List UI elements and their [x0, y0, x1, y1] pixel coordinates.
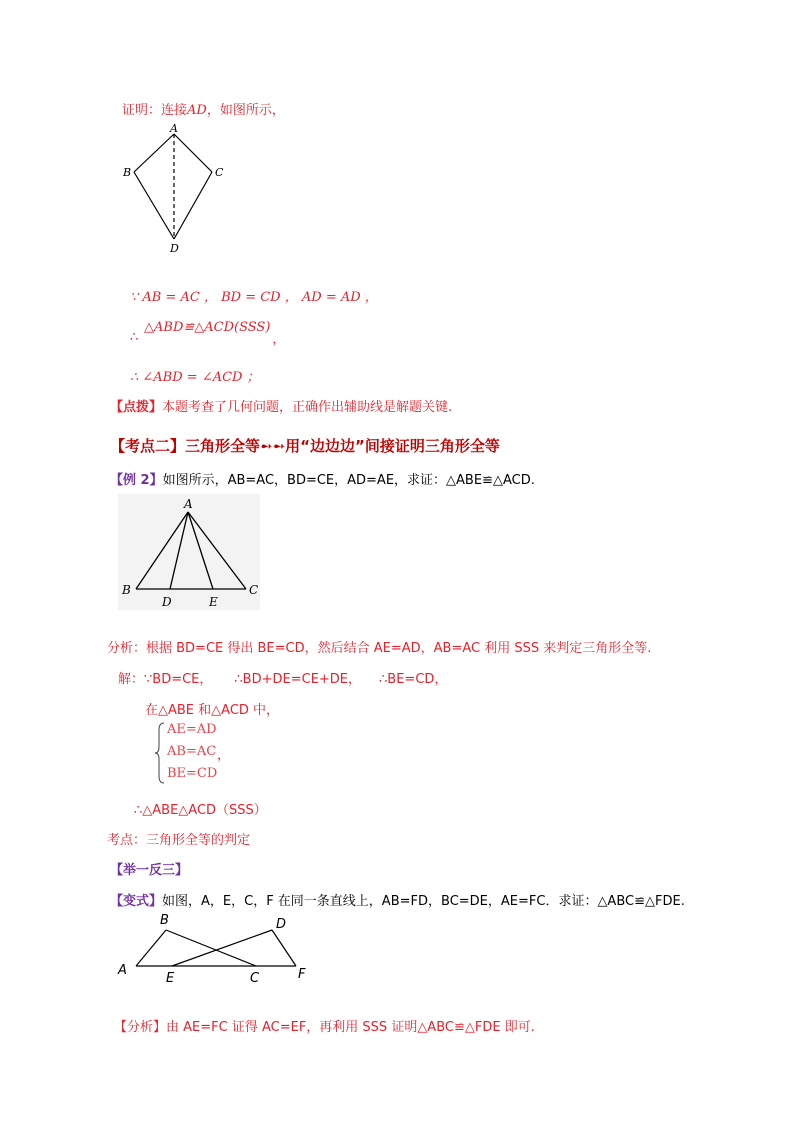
brace-icon — [155, 722, 165, 784]
kite-label-d: D — [170, 242, 179, 255]
cross-label-a: A — [118, 963, 127, 978]
system-end: ， — [217, 748, 231, 763]
solution-step-1: ∵BD=CE， — [144, 672, 213, 687]
tri-label-b: B — [122, 583, 131, 597]
cross-label-c: C — [250, 971, 260, 985]
kite-label-c: C — [215, 166, 224, 179]
note-tag: 【点拨】 — [110, 400, 163, 415]
proof-line-3: ∴ ∠ABD = ∠ACD ； — [130, 370, 260, 385]
proof-intro-seg: AD — [187, 103, 207, 118]
solution-line — [118, 668, 447, 687]
kite-label-a: A — [170, 122, 178, 135]
solution-label: 解： — [118, 672, 145, 687]
practice-analysis — [114, 1016, 535, 1035]
kaodian-line: 考点：三角形全等的判定 — [107, 833, 251, 848]
therefore-symbol: ∴ — [130, 330, 139, 345]
proof-line-1: ∵ AB = AC ， BD = CD ， AD = AD ， — [130, 290, 378, 305]
kite-label-b: B — [123, 166, 132, 179]
practice-title: 【举一反三】 — [110, 863, 189, 878]
proof-line-2 — [130, 316, 286, 347]
tri-label-a: A — [184, 497, 193, 511]
proof-intro-text: 证明：连接 — [122, 103, 188, 118]
proof-intro-end: ，如图所示， — [206, 103, 285, 118]
example2-text: 如图所示，AB=AC，BD=CE，AD=AE，求证：△ABE≌△ACD. — [162, 473, 535, 488]
triangle-figure — [118, 494, 260, 610]
cross-label-f: F — [298, 967, 306, 982]
equation-system — [155, 722, 255, 786]
practice-tag: 【变式】 — [110, 894, 163, 909]
kite-figure — [118, 122, 228, 257]
practice-text: 如图，A，E，C，F 在同一条直线上，AB=FD，BC=DE，AE=FC．求证：△ABC≌△FDE. — [162, 894, 685, 909]
in-triangles-line: 在△ABE 和△ACD 中， — [145, 703, 280, 718]
system-row-2: AB=AC — [167, 744, 217, 759]
example2-analysis: 分析：根据 BD=CE 得出 BE=CD，然后结合 AE=AD，AB=AC 利用 SSS 来判定三角形全等. — [107, 641, 652, 656]
example2-line — [110, 469, 535, 488]
tri-label-d: D — [162, 595, 172, 609]
system-row-1: AE=AD — [167, 722, 217, 737]
crossing-figure — [110, 910, 315, 985]
practice-analysis-tag: 【分析】 — [114, 1020, 167, 1035]
cross-label-d: D — [276, 917, 287, 932]
note-text: 本题考查了几何问题，正确作出辅助线是解题关键. — [162, 400, 453, 415]
practice-analysis-text: 由 AE=FC 证得 AC=EF，再利用 SSS 证明△ABC≌△FDE 即可. — [166, 1020, 535, 1035]
practice-line — [110, 890, 685, 909]
proof-line-2-formula: △ABD≌△ACD(SSS) — [144, 320, 271, 335]
solution-step-3: ∴BE=CD， — [379, 672, 448, 687]
note-line — [110, 396, 452, 415]
tri-label-e: E — [209, 595, 218, 609]
tri-label-c: C — [249, 583, 259, 597]
example2-conclusion: ∴△ABE△ACD（SSS） — [134, 803, 267, 818]
proof-line-2-end: ， — [272, 332, 286, 347]
system-row-3: BE=CD — [167, 766, 218, 781]
cross-label-e: E — [166, 971, 175, 985]
section-title: 【考点二】三角形全等➻➻用“边边边”间接证明三角形全等 — [110, 437, 500, 455]
example2-tag: 【例 2】 — [110, 473, 163, 488]
proof-intro — [122, 99, 285, 118]
solution-step-2: ∴BD+DE=CE+DE， — [234, 672, 362, 687]
cross-label-b: B — [160, 913, 169, 928]
